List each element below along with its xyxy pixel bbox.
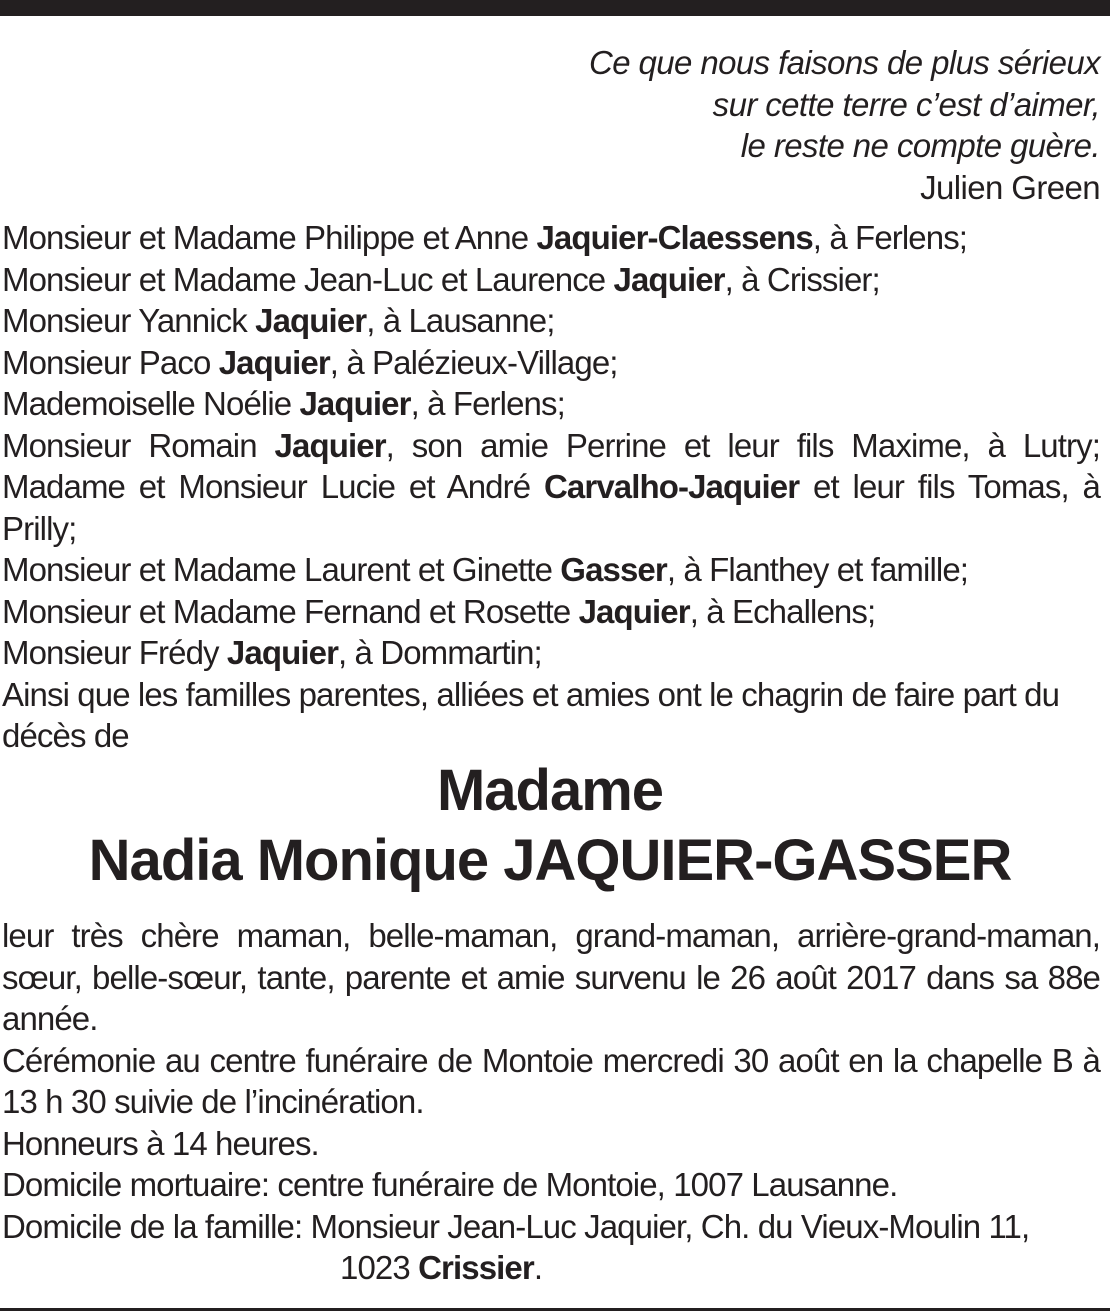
family-entry: Monsieur Yannick Jaquier, à Lausanne; bbox=[2, 302, 555, 339]
family-entry: Mademoiselle Noélie Jaquier, à Ferlens; bbox=[2, 385, 565, 422]
top-rule bbox=[0, 0, 1110, 16]
family-entry: Monsieur et Madame Jean-Luc et Laurence Jaquier, à Crissier; bbox=[2, 260, 880, 298]
details-block bbox=[2, 915, 1100, 1289]
mortuary-text: Domicile mortuaire: centre funéraire de Montoie, 1007 Lausanne. bbox=[2, 1166, 898, 1203]
family-entry: Monsieur Frédy Jaquier, à Dommartin; bbox=[2, 634, 542, 671]
bottom-rule bbox=[0, 1308, 1110, 1311]
family-surname: Jaquier bbox=[299, 385, 411, 422]
deceased-name: Nadia Monique JAQUIER-GASSER bbox=[88, 828, 1012, 893]
deceased-title: Madame bbox=[436, 758, 664, 823]
family-entry: Monsieur et Madame Fernand et Rosette Jaquier, à Echallens; bbox=[2, 592, 876, 630]
family-surname: Jaquier bbox=[226, 634, 339, 671]
family-surname: Jaquier bbox=[218, 343, 330, 381]
family-entry: Monsieur et Madame Philippe et Anne Jaquier-Claessens, à Ferlens; bbox=[2, 219, 968, 256]
quote-line: Ce que nous faisons de plus sérieux bbox=[589, 44, 1100, 81]
ceremony-text: Cérémonie au centre funéraire de Montoie mercredi 30 août en la chapelle B à 13 h 30 suivie de l’incinération. bbox=[2, 1041, 1100, 1120]
family-surname: Jaquier bbox=[613, 260, 725, 298]
family-surname: Gasser bbox=[560, 551, 667, 588]
family-home-text: Domicile de la famille: Monsieur Jean-Luc Jaquier, Ch. du Vieux-Moulin 11, bbox=[2, 1207, 1030, 1245]
family-home-city: Crissier bbox=[418, 1249, 534, 1286]
family-list bbox=[2, 217, 1100, 757]
family-surname: Jaquier bbox=[578, 592, 690, 630]
family-entry: Madame et Monsieur Lucie et André Carvalho-Jaquier et leur fils Tomas, à Prilly; bbox=[2, 468, 1100, 547]
family-surname: Carvalho-Jaquier bbox=[544, 468, 800, 505]
family-home-address: 1023 Crissier. bbox=[340, 1249, 543, 1286]
deceased-name-block bbox=[0, 756, 1100, 896]
family-entry: Monsieur Paco Jaquier, à Palézieux-Village; bbox=[2, 343, 618, 381]
family-entry: Monsieur et Madame Laurent et Ginette Gasser, à Flanthey et famille; bbox=[2, 551, 969, 588]
epigraph-quote bbox=[589, 42, 1100, 208]
honours-text: Honneurs à 14 heures. bbox=[2, 1124, 319, 1162]
family-surname: Jaquier bbox=[274, 426, 386, 464]
announcement-text: Ainsi que les familles parentes, alliées et amies ont le chagrin de faire part du décès de bbox=[2, 675, 1060, 754]
family-entry: Monsieur Romain Jaquier, son amie Perrine et leur fils Maxime, à Lutry; bbox=[2, 426, 1100, 464]
quote-line: sur cette terre c’est d’aimer, bbox=[712, 85, 1100, 123]
family-surname: Jaquier bbox=[255, 302, 367, 339]
quote-author: Julien Green bbox=[920, 168, 1100, 206]
relation-text: leur très chère maman, belle-maman, grand-maman, arrière-grand-maman, sœur, belle-sœur, tante, parente et amie survenu le 26 août 2017 dans sa 88e année. bbox=[2, 917, 1100, 1037]
quote-line: le reste ne compte guère. bbox=[740, 127, 1100, 164]
family-surname: Jaquier-Claessens bbox=[536, 219, 813, 256]
